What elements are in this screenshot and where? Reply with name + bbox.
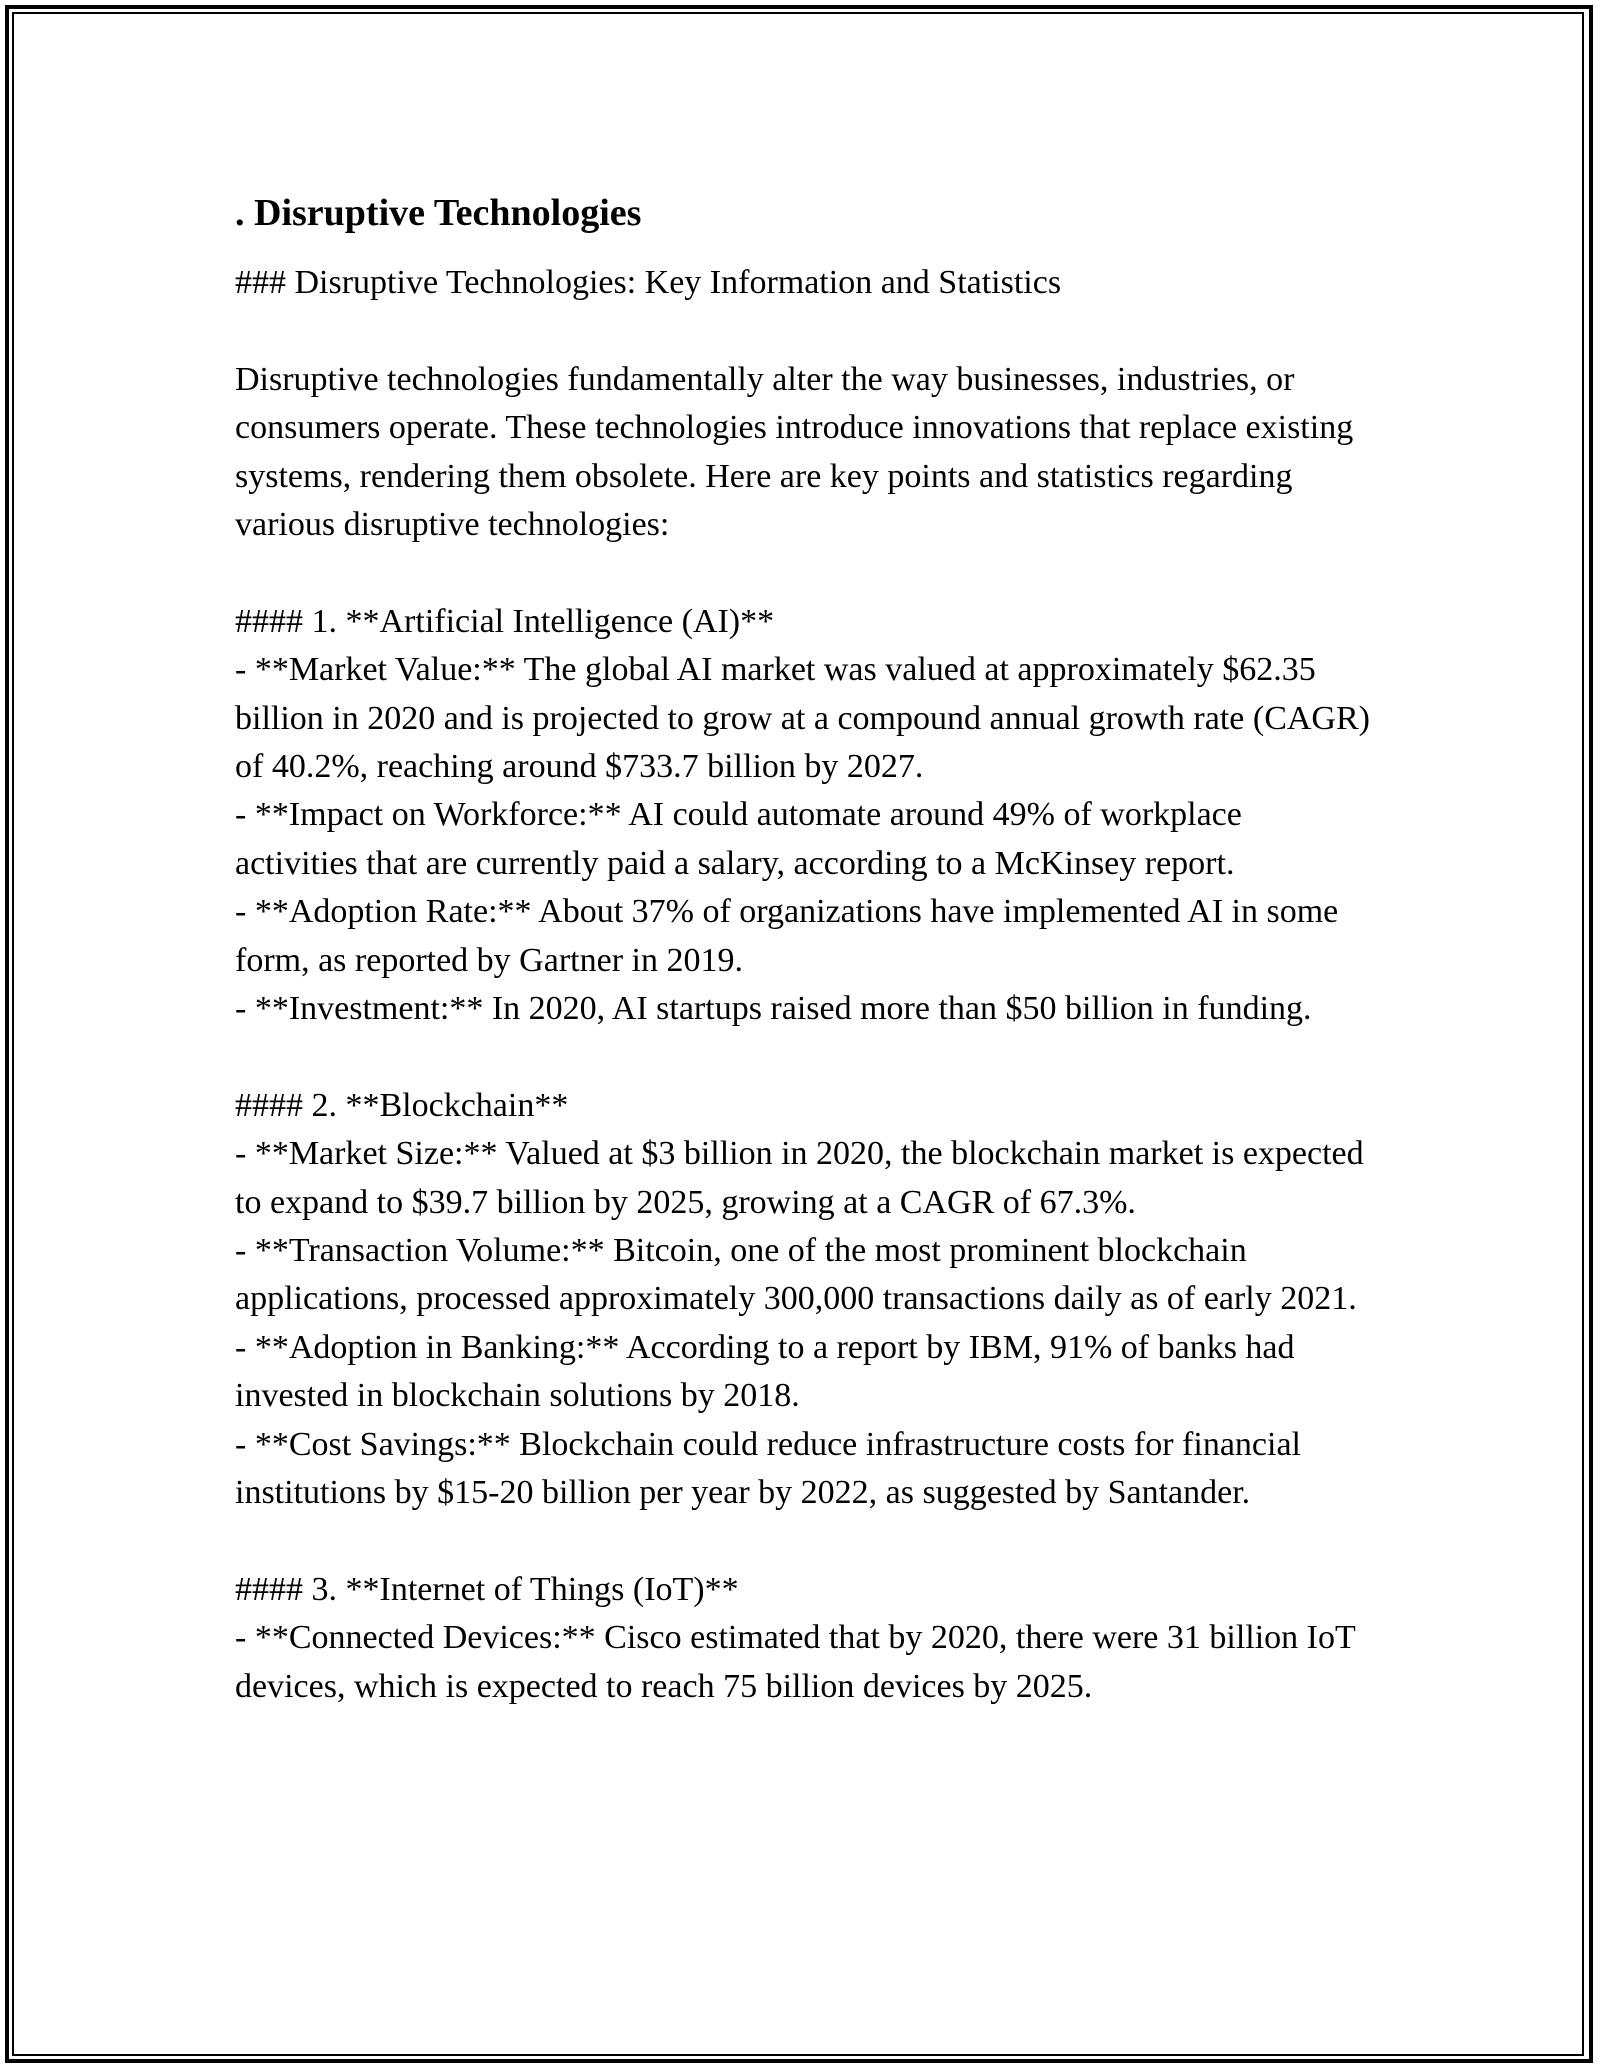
document-title: . Disruptive Technologies bbox=[235, 192, 642, 234]
list-item: - **Cost Savings:** Blockchain could reduce infrastructure costs for financial institutions by $15-20 billion per year by 2022, as suggested by Santander. bbox=[235, 1425, 1310, 1512]
intro-paragraph: Disruptive technologies fundamentally alter the way businesses, industries, or consumers operate. These technologies introduce innovations that replace existing systems, rendering them obsolete. Here are key points and statistics regarding various disruptive technologies: bbox=[235, 360, 1362, 544]
spacer bbox=[235, 1518, 1370, 1566]
spacer bbox=[235, 307, 1370, 355]
list-item: - **Market Value:** The global AI market was valued at approximately $62.35 billion in 2020 and is projected to grow at a compound annual growth rate (CAGR) of 40.2%, reaching around $733.7 billion by 2027. bbox=[235, 651, 1379, 786]
list-item: - **Impact on Workforce:** AI could automate around 49% of workplace activities that are currently paid a salary, according to a McKinsey report. bbox=[235, 796, 1251, 882]
list-item: - **Transaction Volume:** Bitcoin, one of the most prominent blockchain applications, processed approximately 300,000 transactions daily as of early 2021. bbox=[235, 1232, 1357, 1318]
spacer bbox=[235, 1033, 1370, 1081]
document-subtitle: ### Disruptive Technologies: Key Information and Statistics bbox=[235, 264, 1062, 301]
spacer bbox=[235, 549, 1370, 597]
section-heading: #### 3. **Internet of Things (IoT)** bbox=[235, 1570, 739, 1608]
list-item: - **Connected Devices:** Cisco estimated that by 2020, there were 31 billion IoT devices, which is expected to reach 75 billion devices by 2025. bbox=[235, 1619, 1364, 1705]
section-ai bbox=[235, 598, 1379, 1034]
list-item: - **Investment:** In 2020, AI startups raised more than $50 billion in funding. bbox=[235, 990, 1312, 1028]
section-iot bbox=[235, 1566, 1370, 1711]
list-item: - **Adoption Rate:** About 37% of organizations have implemented AI in some form, as reported by Gartner in 2019. bbox=[235, 893, 1347, 979]
document-body bbox=[235, 185, 1379, 1711]
section-heading: #### 1. **Artificial Intelligence (AI)** bbox=[235, 602, 775, 640]
section-blockchain bbox=[235, 1082, 1373, 1518]
section-heading: #### 2. **Blockchain** bbox=[235, 1086, 569, 1124]
list-item: - **Adoption in Banking:** According to a report by IBM, 91% of banks had invested in blockchain solutions by 2018. bbox=[235, 1328, 1304, 1415]
list-item: - **Market Size:** Valued at $3 billion in 2020, the blockchain market is expected to expand to $39.7 billion by 2025, growing at a CAGR of 67.3%. bbox=[235, 1135, 1373, 1221]
